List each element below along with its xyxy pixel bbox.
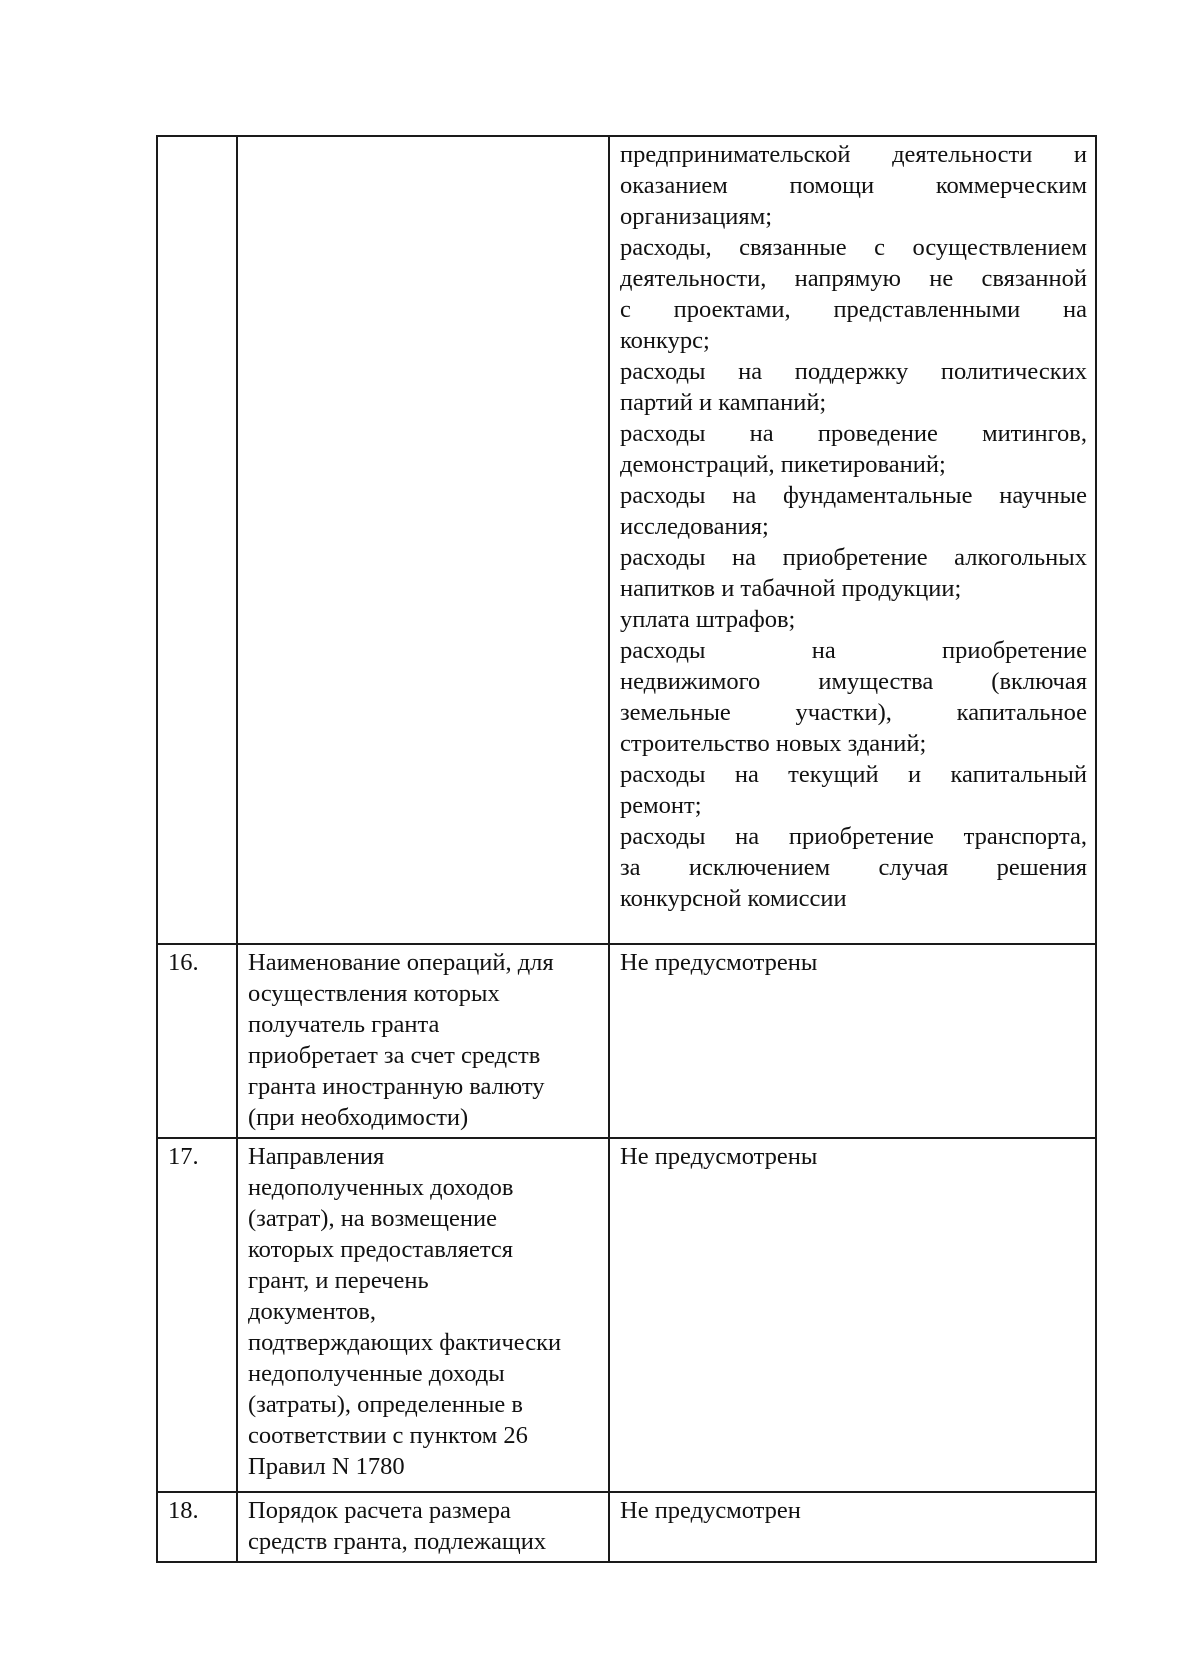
requirements-table bbox=[156, 135, 1097, 1563]
continuation-line: расходы на текущий и капитальный bbox=[620, 761, 1087, 788]
table-row-18 bbox=[157, 1492, 1096, 1562]
row-name-line: Правил N 1780 bbox=[248, 1453, 405, 1480]
continuation-line: исследования; bbox=[620, 513, 769, 540]
continuation-line: расходы на фундаментальные научные bbox=[620, 482, 1087, 509]
row-name-line: документов, bbox=[248, 1298, 377, 1325]
continuation-line: строительство новых зданий; bbox=[620, 730, 927, 757]
row-name-cell bbox=[237, 944, 609, 1138]
continuation-line: за исключением случая решения bbox=[620, 854, 1087, 881]
row-name-line: соответствии с пунктом 26 bbox=[248, 1422, 528, 1449]
row-name-cell bbox=[237, 1138, 609, 1492]
row-name-line: недополученных доходов bbox=[248, 1174, 514, 1201]
row-name-line: получатель гранта bbox=[248, 1011, 440, 1038]
row-name-line: гранта иностранную валюту bbox=[248, 1073, 545, 1100]
continuation-line: партий и кампаний; bbox=[620, 389, 827, 416]
continuation-line: оказанием помощи коммерческим bbox=[620, 172, 1087, 199]
row-value-text: Не предусмотрены bbox=[620, 1143, 818, 1170]
continuation-line: ремонт; bbox=[620, 792, 702, 819]
continuation-line: конкурс; bbox=[620, 327, 710, 354]
cell-continuation-text bbox=[609, 136, 1096, 944]
row-number-text: 18. bbox=[168, 1497, 199, 1524]
row-value-cell bbox=[609, 1492, 1096, 1562]
continuation-line: расходы на приобретение алкогольных bbox=[620, 544, 1087, 571]
table-row-continuation bbox=[157, 136, 1096, 944]
continuation-line: уплата штрафов; bbox=[620, 606, 796, 633]
row-name-line: (затрат), на возмещение bbox=[248, 1205, 497, 1232]
continuation-line: предпринимательской деятельности и bbox=[620, 141, 1087, 168]
row-name-line: Направления bbox=[248, 1143, 385, 1170]
cell-number-empty bbox=[157, 136, 237, 944]
row-name-line: (затраты), определенные в bbox=[248, 1391, 524, 1418]
row-name-line: средств гранта, подлежащих bbox=[248, 1528, 547, 1555]
row-number bbox=[157, 1138, 237, 1492]
row-name-line: грант, и перечень bbox=[248, 1267, 429, 1294]
continuation-line: расходы на проведение митингов, bbox=[620, 420, 1087, 447]
row-name-line: приобретает за счет средств bbox=[248, 1042, 541, 1069]
continuation-line: расходы, связанные с осуществлением bbox=[620, 234, 1087, 261]
continuation-line: с проектами, представленными на bbox=[620, 296, 1087, 323]
continuation-line: конкурсной комиссии bbox=[620, 885, 847, 912]
continuation-line: деятельности, напрямую не связанной bbox=[620, 265, 1087, 292]
row-number bbox=[157, 944, 237, 1138]
table-row-16 bbox=[157, 944, 1096, 1138]
row-number bbox=[157, 1492, 237, 1562]
row-number-text: 16. bbox=[168, 949, 199, 976]
row-name-line: подтверждающих фактически bbox=[248, 1329, 562, 1356]
cell-name-empty bbox=[237, 136, 609, 944]
continuation-line: расходы на приобретение bbox=[620, 637, 1087, 664]
row-name-line: осуществления которых bbox=[248, 980, 500, 1007]
row-name-line: (при необходимости) bbox=[248, 1104, 469, 1131]
row-name-cell bbox=[237, 1492, 609, 1562]
continuation-line: расходы на приобретение транспорта, bbox=[620, 823, 1087, 850]
row-value-cell bbox=[609, 1138, 1096, 1492]
row-name-line: недополученные доходы bbox=[248, 1360, 505, 1387]
row-name-line: которых предоставляется bbox=[248, 1236, 514, 1263]
continuation-line: недвижимого имущества (включая bbox=[620, 668, 1087, 695]
row-value-cell bbox=[609, 944, 1096, 1138]
table-row-17 bbox=[157, 1138, 1096, 1492]
row-name-line: Наименование операций, для bbox=[248, 949, 554, 976]
continuation-line: демонстраций, пикетирований; bbox=[620, 451, 946, 478]
continuation-line: расходы на поддержку политических bbox=[620, 358, 1087, 385]
row-value-text: Не предусмотрены bbox=[620, 949, 818, 976]
continuation-line: земельные участки), капитальное bbox=[620, 699, 1087, 726]
row-number-text: 17. bbox=[168, 1143, 199, 1170]
continuation-line: напитков и табачной продукции; bbox=[620, 575, 962, 602]
row-value-text: Не предусмотрен bbox=[620, 1497, 801, 1524]
row-name-line: Порядок расчета размера bbox=[248, 1497, 511, 1524]
continuation-line: организациям; bbox=[620, 203, 773, 230]
